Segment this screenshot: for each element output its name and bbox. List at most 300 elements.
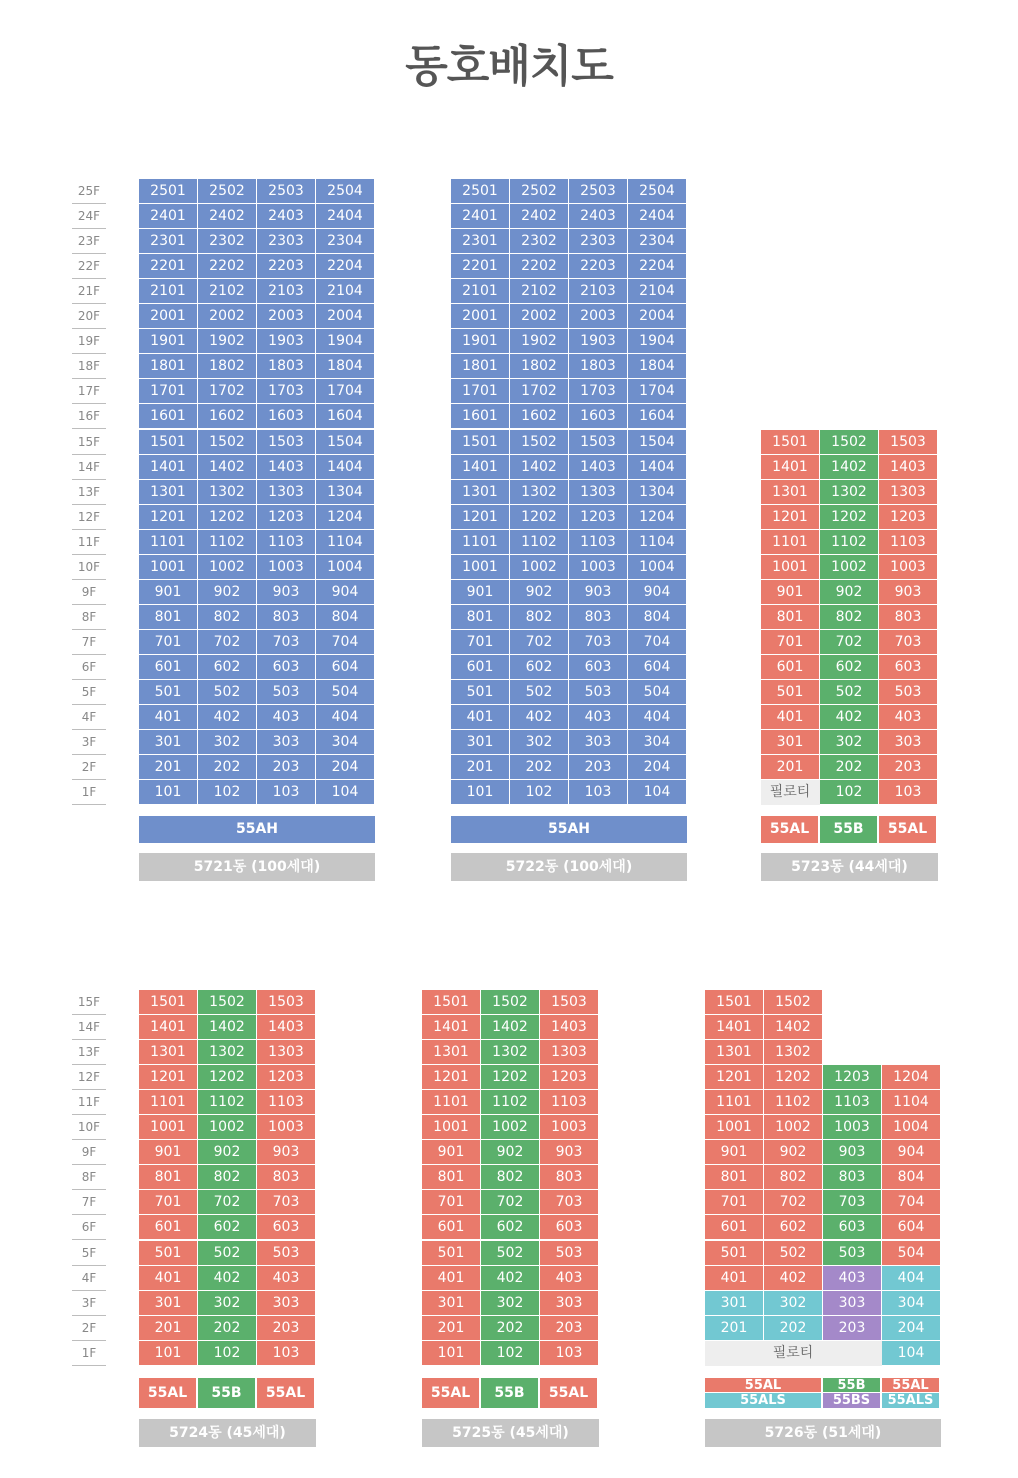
- unit-cell[interactable]: 203: [823, 1316, 882, 1341]
- unit-cell[interactable]: 801: [139, 1165, 198, 1190]
- unit-cell[interactable]: 104: [882, 1341, 941, 1366]
- unit-cell[interactable]: 1001: [761, 555, 820, 580]
- unit-cell[interactable]: 702: [510, 630, 569, 655]
- unit-cell[interactable]: 504: [882, 1241, 941, 1266]
- unit-cell[interactable]: 503: [823, 1241, 882, 1266]
- unit-cell[interactable]: 1102: [198, 530, 257, 555]
- unit-cell[interactable]: 1901: [139, 329, 198, 354]
- unit-cell[interactable]: 1501: [451, 430, 510, 455]
- unit-cell[interactable]: 201: [139, 1316, 198, 1341]
- unit-cell[interactable]: 1201: [139, 505, 198, 530]
- unit-cell[interactable]: 1003: [823, 1115, 882, 1140]
- unit-cell[interactable]: 603: [823, 1215, 882, 1240]
- unit-cell[interactable]: 801: [761, 605, 820, 630]
- unit-cell[interactable]: 2001: [139, 304, 198, 329]
- unit-cell[interactable]: 601: [451, 655, 510, 680]
- unit-cell[interactable]: 1104: [628, 530, 687, 555]
- unit-cell[interactable]: 1102: [198, 1090, 257, 1115]
- unit-cell[interactable]: 2102: [198, 279, 257, 304]
- unit-cell[interactable]: 1404: [316, 455, 375, 480]
- unit-cell[interactable]: 1703: [569, 379, 628, 404]
- unit-cell[interactable]: 1002: [481, 1115, 540, 1140]
- unit-cell[interactable]: 1701: [451, 379, 510, 404]
- unit-cell[interactable]: 1403: [257, 1015, 316, 1040]
- unit-cell[interactable]: 1503: [257, 430, 316, 455]
- unit-cell[interactable]: 2103: [257, 279, 316, 304]
- unit-cell[interactable]: 404: [882, 1266, 941, 1291]
- unit-cell[interactable]: 1603: [257, 404, 316, 429]
- unit-cell[interactable]: 902: [820, 580, 879, 605]
- unit-cell[interactable]: 404: [628, 705, 687, 730]
- unit-cell[interactable]: 302: [764, 1291, 823, 1316]
- unit-cell[interactable]: 101: [451, 780, 510, 805]
- unit-cell[interactable]: 403: [257, 705, 316, 730]
- unit-cell[interactable]: 1503: [569, 430, 628, 455]
- unit-cell[interactable]: 402: [764, 1266, 823, 1291]
- unit-cell[interactable]: 703: [257, 1190, 316, 1215]
- unit-cell[interactable]: 501: [139, 680, 198, 705]
- unit-cell[interactable]: 1002: [820, 555, 879, 580]
- unit-cell[interactable]: 1103: [879, 530, 938, 555]
- unit-cell[interactable]: 501: [761, 680, 820, 705]
- unit-cell[interactable]: 1804: [316, 354, 375, 379]
- unit-cell[interactable]: 601: [139, 655, 198, 680]
- unit-cell[interactable]: 2504: [628, 179, 687, 204]
- unit-cell[interactable]: 804: [882, 1165, 941, 1190]
- unit-cell[interactable]: 2403: [257, 204, 316, 229]
- unit-cell[interactable]: 803: [823, 1165, 882, 1190]
- unit-cell[interactable]: 704: [316, 630, 375, 655]
- unit-cell[interactable]: 1802: [510, 354, 569, 379]
- unit-cell[interactable]: 1001: [451, 555, 510, 580]
- unit-cell[interactable]: 802: [481, 1165, 540, 1190]
- unit-cell[interactable]: 1302: [481, 1040, 540, 1065]
- unit-cell[interactable]: 1302: [198, 480, 257, 505]
- unit-cell[interactable]: 902: [198, 1140, 257, 1165]
- unit-cell[interactable]: 2104: [628, 279, 687, 304]
- unit-cell[interactable]: 903: [823, 1140, 882, 1165]
- unit-cell[interactable]: 902: [198, 580, 257, 605]
- unit-cell[interactable]: 604: [316, 655, 375, 680]
- unit-cell[interactable]: 1704: [628, 379, 687, 404]
- unit-cell[interactable]: 1503: [879, 430, 938, 455]
- unit-cell[interactable]: 403: [569, 705, 628, 730]
- unit-cell[interactable]: 402: [510, 705, 569, 730]
- unit-cell[interactable]: 1502: [481, 990, 540, 1015]
- unit-cell[interactable]: 201: [761, 755, 820, 780]
- unit-cell[interactable]: 2304: [316, 229, 375, 254]
- unit-cell[interactable]: 1102: [764, 1090, 823, 1115]
- unit-cell[interactable]: 304: [882, 1291, 941, 1316]
- unit-cell[interactable]: 1501: [761, 430, 820, 455]
- unit-cell[interactable]: 904: [316, 580, 375, 605]
- unit-cell[interactable]: 402: [198, 1266, 257, 1291]
- unit-cell[interactable]: 2301: [139, 229, 198, 254]
- unit-cell[interactable]: 602: [820, 655, 879, 680]
- unit-cell[interactable]: 804: [316, 605, 375, 630]
- unit-cell[interactable]: 2204: [316, 254, 375, 279]
- unit-cell[interactable]: 601: [761, 655, 820, 680]
- unit-cell[interactable]: 301: [451, 730, 510, 755]
- unit-cell[interactable]: 1203: [879, 505, 938, 530]
- unit-cell[interactable]: 1001: [422, 1115, 481, 1140]
- unit-cell[interactable]: 2302: [510, 229, 569, 254]
- unit-cell[interactable]: 302: [481, 1291, 540, 1316]
- unit-cell[interactable]: 802: [764, 1165, 823, 1190]
- unit-cell[interactable]: 1501: [139, 990, 198, 1015]
- unit-cell[interactable]: 701: [422, 1190, 481, 1215]
- unit-cell[interactable]: 901: [451, 580, 510, 605]
- unit-cell[interactable]: 701: [139, 1190, 198, 1215]
- unit-cell[interactable]: 1303: [569, 480, 628, 505]
- unit-cell[interactable]: 2101: [139, 279, 198, 304]
- unit-cell[interactable]: 2002: [510, 304, 569, 329]
- unit-cell[interactable]: 903: [257, 1140, 316, 1165]
- unit-cell[interactable]: 2204: [628, 254, 687, 279]
- unit-cell[interactable]: 2003: [569, 304, 628, 329]
- unit-cell[interactable]: 201: [451, 755, 510, 780]
- unit-cell[interactable]: 201: [705, 1316, 764, 1341]
- unit-cell[interactable]: 1002: [198, 555, 257, 580]
- unit-cell[interactable]: 404: [316, 705, 375, 730]
- unit-cell[interactable]: 701: [761, 630, 820, 655]
- unit-cell[interactable]: 103: [257, 780, 316, 805]
- unit-cell[interactable]: 1501: [139, 430, 198, 455]
- unit-cell[interactable]: 603: [257, 1215, 316, 1240]
- unit-cell[interactable]: 601: [422, 1215, 481, 1240]
- unit-cell[interactable]: 1502: [510, 430, 569, 455]
- unit-cell[interactable]: 403: [540, 1266, 599, 1291]
- unit-cell[interactable]: 403: [257, 1266, 316, 1291]
- unit-cell[interactable]: 602: [198, 1215, 257, 1240]
- unit-cell[interactable]: 203: [257, 755, 316, 780]
- unit-cell[interactable]: 802: [198, 1165, 257, 1190]
- unit-cell[interactable]: 1002: [764, 1115, 823, 1140]
- unit-cell[interactable]: 401: [422, 1266, 481, 1291]
- unit-cell[interactable]: 1101: [761, 530, 820, 555]
- unit-cell[interactable]: 303: [540, 1291, 599, 1316]
- unit-cell[interactable]: 802: [198, 605, 257, 630]
- unit-cell[interactable]: 1403: [569, 455, 628, 480]
- unit-cell[interactable]: 1301: [139, 480, 198, 505]
- unit-cell[interactable]: 204: [628, 755, 687, 780]
- unit-cell[interactable]: 802: [820, 605, 879, 630]
- unit-cell[interactable]: 2301: [451, 229, 510, 254]
- unit-cell[interactable]: 1403: [257, 455, 316, 480]
- unit-cell[interactable]: 503: [257, 680, 316, 705]
- unit-cell[interactable]: 901: [139, 1140, 198, 1165]
- unit-cell[interactable]: 204: [316, 755, 375, 780]
- unit-cell[interactable]: 103: [540, 1341, 599, 1366]
- unit-cell[interactable]: 1903: [569, 329, 628, 354]
- unit-cell[interactable]: 701: [705, 1190, 764, 1215]
- unit-cell[interactable]: 504: [316, 680, 375, 705]
- unit-cell[interactable]: 304: [628, 730, 687, 755]
- unit-cell[interactable]: 702: [764, 1190, 823, 1215]
- unit-cell[interactable]: 2103: [569, 279, 628, 304]
- unit-cell[interactable]: 1003: [879, 555, 938, 580]
- unit-cell[interactable]: 1102: [510, 530, 569, 555]
- unit-cell[interactable]: 503: [879, 680, 938, 705]
- unit-cell[interactable]: 1501: [705, 990, 764, 1015]
- unit-cell[interactable]: 903: [540, 1140, 599, 1165]
- unit-cell[interactable]: 1402: [764, 1015, 823, 1040]
- unit-cell[interactable]: 503: [540, 1241, 599, 1266]
- unit-cell[interactable]: 2003: [257, 304, 316, 329]
- unit-cell[interactable]: 604: [628, 655, 687, 680]
- unit-cell[interactable]: 1102: [820, 530, 879, 555]
- unit-cell[interactable]: 703: [823, 1190, 882, 1215]
- unit-cell[interactable]: 203: [540, 1316, 599, 1341]
- unit-cell[interactable]: 203: [879, 755, 938, 780]
- unit-cell[interactable]: 402: [481, 1266, 540, 1291]
- unit-cell[interactable]: 2504: [316, 179, 375, 204]
- unit-cell[interactable]: 1402: [198, 1015, 257, 1040]
- unit-cell[interactable]: 202: [510, 755, 569, 780]
- unit-cell[interactable]: 1203: [257, 505, 316, 530]
- unit-cell[interactable]: 1801: [451, 354, 510, 379]
- unit-cell[interactable]: 1301: [705, 1040, 764, 1065]
- unit-cell[interactable]: 902: [481, 1140, 540, 1165]
- unit-cell[interactable]: 502: [510, 680, 569, 705]
- unit-cell[interactable]: 402: [820, 705, 879, 730]
- unit-cell[interactable]: 1301: [139, 1040, 198, 1065]
- unit-cell[interactable]: 1601: [451, 404, 510, 429]
- unit-cell[interactable]: 403: [879, 705, 938, 730]
- unit-cell[interactable]: 1402: [510, 455, 569, 480]
- unit-cell[interactable]: 501: [451, 680, 510, 705]
- unit-cell[interactable]: 502: [198, 680, 257, 705]
- unit-cell[interactable]: 2402: [510, 204, 569, 229]
- unit-cell[interactable]: 1003: [569, 555, 628, 580]
- unit-cell[interactable]: 1201: [451, 505, 510, 530]
- unit-cell[interactable]: 804: [628, 605, 687, 630]
- unit-cell[interactable]: 801: [705, 1165, 764, 1190]
- unit-cell[interactable]: 2201: [139, 254, 198, 279]
- unit-cell[interactable]: 1301: [761, 480, 820, 505]
- unit-cell[interactable]: 2304: [628, 229, 687, 254]
- unit-cell[interactable]: 604: [882, 1215, 941, 1240]
- unit-cell[interactable]: 904: [628, 580, 687, 605]
- unit-cell[interactable]: 602: [198, 655, 257, 680]
- unit-cell[interactable]: 2303: [257, 229, 316, 254]
- unit-cell[interactable]: 1703: [257, 379, 316, 404]
- unit-cell[interactable]: 302: [198, 1291, 257, 1316]
- unit-cell[interactable]: 1502: [764, 990, 823, 1015]
- unit-cell[interactable]: 1201: [422, 1065, 481, 1090]
- unit-cell[interactable]: 903: [257, 580, 316, 605]
- unit-cell[interactable]: 2501: [139, 179, 198, 204]
- unit-cell[interactable]: 1004: [628, 555, 687, 580]
- unit-cell[interactable]: 2503: [569, 179, 628, 204]
- unit-cell[interactable]: 2001: [451, 304, 510, 329]
- unit-cell[interactable]: 2004: [628, 304, 687, 329]
- unit-cell[interactable]: 2102: [510, 279, 569, 304]
- unit-cell[interactable]: 104: [316, 780, 375, 805]
- unit-cell[interactable]: 1204: [628, 505, 687, 530]
- unit-cell[interactable]: 102: [198, 780, 257, 805]
- unit-cell[interactable]: 1303: [879, 480, 938, 505]
- unit-cell[interactable]: 502: [481, 1241, 540, 1266]
- unit-cell[interactable]: 103: [879, 780, 938, 805]
- unit-cell[interactable]: 1203: [569, 505, 628, 530]
- unit-cell[interactable]: 401: [139, 1266, 198, 1291]
- unit-cell[interactable]: 301: [705, 1291, 764, 1316]
- unit-cell[interactable]: 401: [139, 705, 198, 730]
- unit-cell[interactable]: 603: [879, 655, 938, 680]
- unit-cell[interactable]: 2403: [569, 204, 628, 229]
- unit-cell[interactable]: 1301: [422, 1040, 481, 1065]
- unit-cell[interactable]: 901: [422, 1140, 481, 1165]
- unit-cell[interactable]: 901: [139, 580, 198, 605]
- unit-cell[interactable]: 602: [764, 1215, 823, 1240]
- unit-cell[interactable]: 2302: [198, 229, 257, 254]
- unit-cell[interactable]: 1803: [569, 354, 628, 379]
- unit-cell[interactable]: 503: [569, 680, 628, 705]
- unit-cell[interactable]: 1604: [316, 404, 375, 429]
- unit-cell[interactable]: 1402: [198, 455, 257, 480]
- unit-cell[interactable]: 1903: [257, 329, 316, 354]
- unit-cell[interactable]: 1501: [422, 990, 481, 1015]
- unit-cell[interactable]: 102: [820, 780, 879, 805]
- unit-cell[interactable]: 1401: [139, 455, 198, 480]
- unit-cell[interactable]: 703: [569, 630, 628, 655]
- unit-cell[interactable]: 1702: [198, 379, 257, 404]
- unit-cell[interactable]: 201: [422, 1316, 481, 1341]
- unit-cell[interactable]: 501: [139, 1241, 198, 1266]
- unit-cell[interactable]: 702: [198, 1190, 257, 1215]
- unit-cell[interactable]: 803: [257, 605, 316, 630]
- unit-cell[interactable]: 1602: [510, 404, 569, 429]
- unit-cell[interactable]: 1004: [882, 1115, 941, 1140]
- unit-cell[interactable]: 902: [764, 1140, 823, 1165]
- unit-cell[interactable]: 1503: [540, 990, 599, 1015]
- unit-cell[interactable]: 1502: [198, 430, 257, 455]
- unit-cell[interactable]: 1101: [451, 530, 510, 555]
- unit-cell[interactable]: 1401: [705, 1015, 764, 1040]
- unit-cell[interactable]: 2401: [139, 204, 198, 229]
- unit-cell[interactable]: 803: [569, 605, 628, 630]
- unit-cell[interactable]: 1702: [510, 379, 569, 404]
- unit-cell[interactable]: 104: [628, 780, 687, 805]
- unit-cell[interactable]: 2201: [451, 254, 510, 279]
- unit-cell[interactable]: 1101: [139, 1090, 198, 1115]
- unit-cell[interactable]: 1502: [198, 990, 257, 1015]
- unit-cell[interactable]: 1303: [257, 480, 316, 505]
- unit-cell[interactable]: 1201: [705, 1065, 764, 1090]
- unit-cell[interactable]: 203: [569, 755, 628, 780]
- unit-cell[interactable]: 902: [510, 580, 569, 605]
- unit-cell[interactable]: 2002: [198, 304, 257, 329]
- unit-cell[interactable]: 202: [198, 1316, 257, 1341]
- unit-cell[interactable]: 301: [139, 1291, 198, 1316]
- unit-cell[interactable]: 1503: [257, 990, 316, 1015]
- unit-cell[interactable]: 2202: [510, 254, 569, 279]
- unit-cell[interactable]: 703: [257, 630, 316, 655]
- unit-cell[interactable]: 101: [139, 1341, 198, 1366]
- unit-cell[interactable]: 1803: [257, 354, 316, 379]
- unit-cell[interactable]: 1101: [705, 1090, 764, 1115]
- unit-cell[interactable]: 302: [820, 730, 879, 755]
- unit-cell[interactable]: 303: [257, 730, 316, 755]
- unit-cell[interactable]: 1602: [198, 404, 257, 429]
- unit-cell[interactable]: 301: [761, 730, 820, 755]
- unit-cell[interactable]: 602: [481, 1215, 540, 1240]
- unit-cell[interactable]: 401: [705, 1266, 764, 1291]
- unit-cell[interactable]: 1201: [761, 505, 820, 530]
- unit-cell[interactable]: 1904: [316, 329, 375, 354]
- unit-cell[interactable]: 302: [510, 730, 569, 755]
- unit-cell[interactable]: 2402: [198, 204, 257, 229]
- unit-cell[interactable]: 1901: [451, 329, 510, 354]
- unit-cell[interactable]: 203: [257, 1316, 316, 1341]
- unit-cell[interactable]: 1502: [820, 430, 879, 455]
- unit-cell[interactable]: 1604: [628, 404, 687, 429]
- unit-cell[interactable]: 601: [705, 1215, 764, 1240]
- unit-cell[interactable]: 801: [422, 1165, 481, 1190]
- unit-cell[interactable]: 603: [257, 655, 316, 680]
- unit-cell[interactable]: 401: [761, 705, 820, 730]
- unit-cell[interactable]: 1802: [198, 354, 257, 379]
- unit-cell[interactable]: 2501: [451, 179, 510, 204]
- unit-cell[interactable]: 904: [882, 1140, 941, 1165]
- unit-cell[interactable]: 1401: [451, 455, 510, 480]
- unit-cell[interactable]: 1303: [540, 1040, 599, 1065]
- unit-cell[interactable]: 1904: [628, 329, 687, 354]
- unit-cell[interactable]: 401: [451, 705, 510, 730]
- unit-cell[interactable]: 2104: [316, 279, 375, 304]
- unit-cell[interactable]: 1202: [510, 505, 569, 530]
- unit-cell[interactable]: 1003: [257, 555, 316, 580]
- unit-cell[interactable]: 403: [823, 1266, 882, 1291]
- unit-cell[interactable]: 102: [481, 1341, 540, 1366]
- unit-cell[interactable]: 2401: [451, 204, 510, 229]
- unit-cell[interactable]: 801: [139, 605, 198, 630]
- unit-cell[interactable]: 204: [882, 1316, 941, 1341]
- unit-cell[interactable]: 1103: [569, 530, 628, 555]
- unit-cell[interactable]: 202: [481, 1316, 540, 1341]
- unit-cell[interactable]: 2303: [569, 229, 628, 254]
- unit-cell[interactable]: 502: [198, 1241, 257, 1266]
- unit-cell[interactable]: 2502: [198, 179, 257, 204]
- unit-cell[interactable]: 1402: [820, 455, 879, 480]
- unit-cell[interactable]: 903: [569, 580, 628, 605]
- unit-cell[interactable]: 304: [316, 730, 375, 755]
- unit-cell[interactable]: 1304: [316, 480, 375, 505]
- unit-cell[interactable]: 1202: [764, 1065, 823, 1090]
- unit-cell[interactable]: 1902: [510, 329, 569, 354]
- unit-cell[interactable]: 303: [569, 730, 628, 755]
- unit-cell[interactable]: 1403: [879, 455, 938, 480]
- unit-cell[interactable]: 1203: [257, 1065, 316, 1090]
- unit-cell[interactable]: 703: [879, 630, 938, 655]
- unit-cell[interactable]: 704: [628, 630, 687, 655]
- unit-cell[interactable]: 302: [198, 730, 257, 755]
- unit-cell[interactable]: 501: [705, 1241, 764, 1266]
- unit-cell[interactable]: 303: [823, 1291, 882, 1316]
- unit-cell[interactable]: 1601: [139, 404, 198, 429]
- unit-cell[interactable]: 1003: [257, 1115, 316, 1140]
- unit-cell[interactable]: 202: [820, 755, 879, 780]
- unit-cell[interactable]: 1804: [628, 354, 687, 379]
- unit-cell[interactable]: 601: [139, 1215, 198, 1240]
- unit-cell[interactable]: 101: [139, 780, 198, 805]
- unit-cell[interactable]: 2503: [257, 179, 316, 204]
- unit-cell[interactable]: 702: [198, 630, 257, 655]
- unit-cell[interactable]: 703: [540, 1190, 599, 1215]
- unit-cell[interactable]: 1404: [628, 455, 687, 480]
- unit-cell[interactable]: 402: [198, 705, 257, 730]
